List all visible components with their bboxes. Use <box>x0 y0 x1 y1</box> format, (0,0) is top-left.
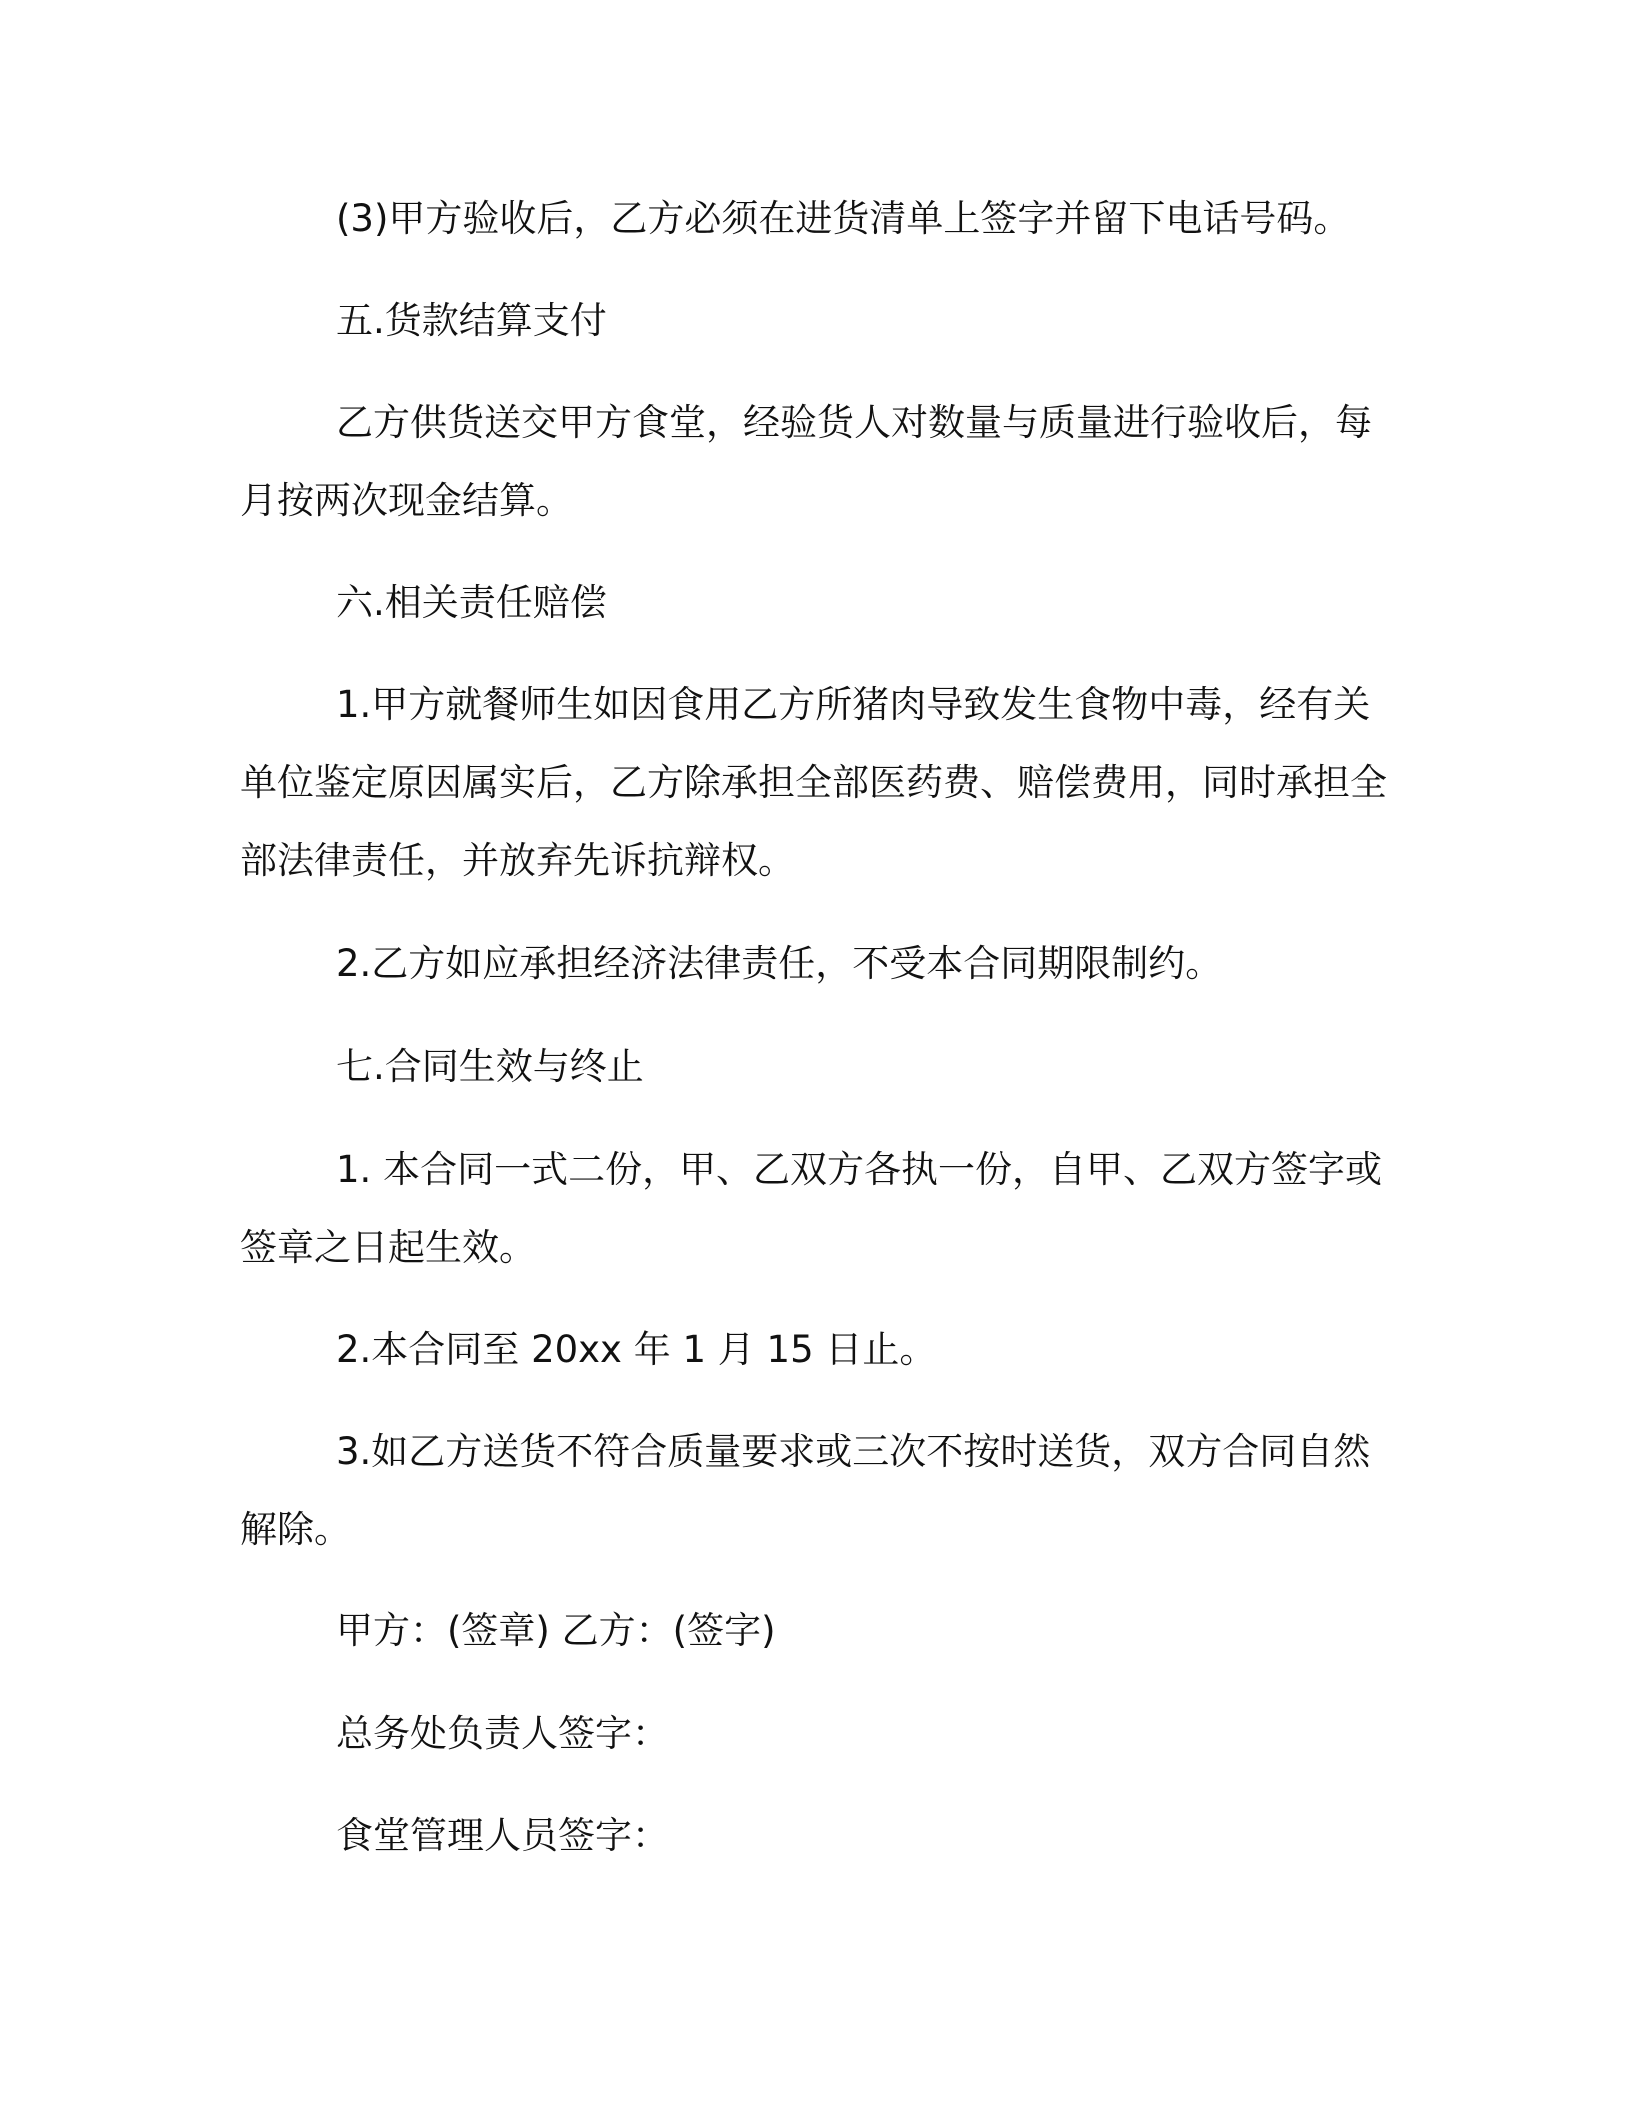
paragraph-liability-1: 1.甲方就餐师生如因食用乙方所猪肉导致发生食物中毒，经有关单位鉴定原因属实后，乙方除承担全部医药费、赔偿费用，同时承担全部法律责任，并放弃先诉抗辩权。 <box>240 683 1387 882</box>
paragraph-acceptance-sign: (3)甲方验收后，乙方必须在进货清单上签字并留下电话号码。 <box>336 197 1351 240</box>
paragraph-liability-2: 2.乙方如应承担经济法律责任，不受本合同期限制约。 <box>336 942 1223 985</box>
paragraph-effect-3: 3.如乙方送货不符合质量要求或三次不按时送货，双方合同自然解除。 <box>240 1430 1371 1551</box>
paragraph-effect-2: 2.本合同至 20xx 年 1 月 15 日止。 <box>336 1328 937 1371</box>
paragraph-effect-1: 1. 本合同一式二份，甲、乙双方各执一份，自甲、乙双方签字或签章之日起生效。 <box>240 1148 1383 1269</box>
section-heading-payment: 五.货款结算支付 <box>336 299 607 342</box>
signature-parties: 甲方：(签章) 乙方：(签字) <box>336 1609 776 1652</box>
section-heading-liability: 六.相关责任赔偿 <box>336 581 607 624</box>
section-heading-effect: 七.合同生效与终止 <box>336 1045 644 1088</box>
signature-general-affairs: 总务处负责人签字： <box>336 1712 669 1755</box>
paragraph-payment: 乙方供货送交甲方食堂，经验货人对数量与质量进行验收后，每月按两次现金结算。 <box>240 401 1372 522</box>
signature-canteen-manager: 食堂管理人员签字： <box>336 1814 669 1857</box>
